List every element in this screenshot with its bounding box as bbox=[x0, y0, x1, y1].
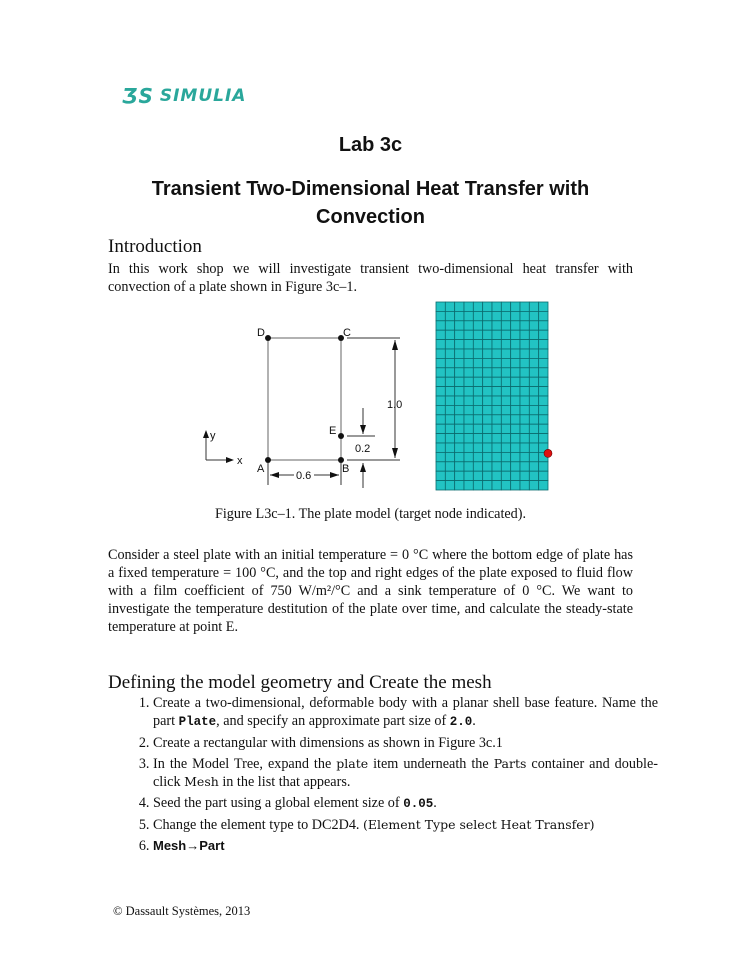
target-node-marker bbox=[544, 449, 552, 457]
mesh-element bbox=[445, 434, 454, 443]
mesh-element bbox=[511, 462, 520, 471]
mesh-element bbox=[455, 311, 464, 320]
mesh-element bbox=[539, 368, 548, 377]
mesh-element bbox=[492, 443, 501, 452]
mesh-element bbox=[445, 330, 454, 339]
mesh-element bbox=[483, 481, 492, 490]
mesh-element bbox=[464, 358, 473, 367]
mesh-element bbox=[464, 330, 473, 339]
mesh-element bbox=[473, 481, 482, 490]
mesh-element bbox=[455, 387, 464, 396]
mesh-element bbox=[511, 415, 520, 424]
mesh-element bbox=[445, 311, 454, 320]
mesh-element bbox=[483, 368, 492, 377]
mesh-element bbox=[455, 340, 464, 349]
mesh-element bbox=[511, 368, 520, 377]
mesh-element bbox=[436, 415, 445, 424]
mesh-element bbox=[464, 302, 473, 311]
mesh-element bbox=[473, 311, 482, 320]
mesh-element bbox=[520, 330, 529, 339]
mesh-element bbox=[492, 434, 501, 443]
mesh-element bbox=[445, 387, 454, 396]
mesh-element bbox=[511, 471, 520, 480]
mesh-element bbox=[539, 349, 548, 358]
mesh-element bbox=[473, 462, 482, 471]
mesh-element bbox=[483, 311, 492, 320]
mesh-element bbox=[501, 462, 510, 471]
mesh-element bbox=[483, 396, 492, 405]
mesh-element bbox=[483, 415, 492, 424]
list-item: 5. Change the element type to DC2D4. (Element Type select Heat Transfer) bbox=[153, 816, 658, 834]
mesh-element bbox=[539, 302, 548, 311]
mesh-element bbox=[464, 311, 473, 320]
mesh-element bbox=[511, 311, 520, 320]
mesh-element bbox=[473, 396, 482, 405]
y-axis-label: y bbox=[210, 430, 216, 442]
mesh-element bbox=[511, 349, 520, 358]
geometry-sketch bbox=[206, 338, 403, 488]
mesh-element bbox=[520, 340, 529, 349]
mesh-element bbox=[436, 358, 445, 367]
mesh-element bbox=[445, 443, 454, 452]
mesh-element bbox=[520, 481, 529, 490]
mesh-element bbox=[436, 396, 445, 405]
mesh-element bbox=[455, 462, 464, 471]
mesh-element bbox=[529, 387, 538, 396]
mesh-element bbox=[464, 452, 473, 461]
mesh-element bbox=[473, 368, 482, 377]
mesh-element bbox=[436, 434, 445, 443]
vertex-points bbox=[265, 335, 344, 463]
list-item: 1. Create a two-dimensional, deformable body with a planar shell base feature. Name the part Plate, and specify an approximate part size of 2.0. bbox=[153, 694, 658, 731]
mesh-element bbox=[436, 424, 445, 433]
mesh-element bbox=[511, 358, 520, 367]
mesh-element bbox=[529, 424, 538, 433]
point-e-label: E bbox=[329, 425, 337, 437]
simulia-logo: ƷS SIMULIA bbox=[122, 84, 247, 108]
mesh-element bbox=[473, 330, 482, 339]
mesh-element bbox=[436, 377, 445, 386]
mesh-element bbox=[455, 471, 464, 480]
mesh-element bbox=[464, 424, 473, 433]
mesh-element bbox=[529, 358, 538, 367]
mesh-element bbox=[473, 424, 482, 433]
mesh-element bbox=[455, 415, 464, 424]
mesh-element bbox=[436, 452, 445, 461]
mesh-element bbox=[464, 443, 473, 452]
mesh-element bbox=[529, 405, 538, 414]
mesh-element bbox=[436, 405, 445, 414]
mesh-element bbox=[539, 377, 548, 386]
mesh-element bbox=[436, 311, 445, 320]
mesh-element bbox=[539, 424, 548, 433]
mesh-element bbox=[483, 443, 492, 452]
mesh-element bbox=[464, 340, 473, 349]
point-d-label: D bbox=[257, 327, 265, 339]
mesh-element bbox=[445, 415, 454, 424]
mesh-element bbox=[539, 358, 548, 367]
mesh-element bbox=[529, 481, 538, 490]
mesh-plot bbox=[436, 302, 552, 490]
mesh-element bbox=[455, 358, 464, 367]
mesh-element bbox=[436, 443, 445, 452]
mesh-element bbox=[501, 358, 510, 367]
mesh-element bbox=[511, 302, 520, 311]
mesh-element bbox=[539, 330, 548, 339]
mesh-element bbox=[501, 321, 510, 330]
mesh-element bbox=[520, 387, 529, 396]
mesh-element bbox=[529, 321, 538, 330]
mesh-element bbox=[483, 377, 492, 386]
mesh-element bbox=[492, 405, 501, 414]
mesh-element bbox=[539, 387, 548, 396]
mesh-element bbox=[539, 434, 548, 443]
mesh-element bbox=[492, 330, 501, 339]
mesh-element bbox=[520, 471, 529, 480]
mesh-element bbox=[483, 330, 492, 339]
mesh-element bbox=[511, 396, 520, 405]
mesh-element bbox=[455, 330, 464, 339]
copyright-footer: © Dassault Systèmes, 2013 bbox=[113, 904, 251, 918]
mesh-element bbox=[520, 311, 529, 320]
mesh-element bbox=[483, 387, 492, 396]
mesh-element bbox=[436, 471, 445, 480]
mesh-element bbox=[511, 443, 520, 452]
mesh-element bbox=[520, 302, 529, 311]
mesh-element bbox=[492, 387, 501, 396]
mesh-element bbox=[483, 340, 492, 349]
mesh-element bbox=[464, 481, 473, 490]
mesh-element bbox=[445, 368, 454, 377]
mesh-element bbox=[539, 321, 548, 330]
mesh-element bbox=[473, 377, 482, 386]
mesh-element bbox=[529, 434, 538, 443]
mesh-element bbox=[501, 415, 510, 424]
mesh-element bbox=[483, 462, 492, 471]
plate-figure bbox=[190, 300, 570, 495]
mesh-element bbox=[464, 368, 473, 377]
mesh-element bbox=[455, 349, 464, 358]
mesh-element bbox=[501, 330, 510, 339]
mesh-element bbox=[511, 452, 520, 461]
mesh-element bbox=[436, 387, 445, 396]
mesh-element bbox=[483, 434, 492, 443]
mesh-element bbox=[539, 481, 548, 490]
mesh-element bbox=[492, 415, 501, 424]
mesh-element bbox=[520, 377, 529, 386]
mesh-element bbox=[492, 424, 501, 433]
mesh-element bbox=[436, 349, 445, 358]
mesh-element bbox=[520, 349, 529, 358]
mesh-element bbox=[483, 349, 492, 358]
mesh-element bbox=[464, 349, 473, 358]
mesh-element bbox=[473, 471, 482, 480]
mesh-element bbox=[539, 340, 548, 349]
mesh-element bbox=[492, 452, 501, 461]
steps-list bbox=[128, 694, 658, 858]
mesh-element bbox=[483, 424, 492, 433]
mesh-element bbox=[455, 377, 464, 386]
mesh-element bbox=[529, 377, 538, 386]
mesh-element bbox=[464, 415, 473, 424]
mesh-element bbox=[501, 396, 510, 405]
mesh-element bbox=[473, 349, 482, 358]
mesh-element bbox=[529, 415, 538, 424]
mesh-element bbox=[483, 452, 492, 461]
mesh-element bbox=[501, 377, 510, 386]
mesh-element bbox=[464, 434, 473, 443]
mesh-element bbox=[501, 481, 510, 490]
mesh-element bbox=[436, 462, 445, 471]
mesh-element bbox=[492, 368, 501, 377]
mesh-element bbox=[483, 358, 492, 367]
list-item: 4. Seed the part using a global element size of 0.05. bbox=[153, 794, 658, 813]
mesh-element bbox=[492, 349, 501, 358]
mesh-element bbox=[445, 349, 454, 358]
mesh-element bbox=[511, 481, 520, 490]
mesh-element bbox=[464, 471, 473, 480]
mesh-element bbox=[492, 358, 501, 367]
mesh-element bbox=[455, 396, 464, 405]
mesh-element bbox=[501, 368, 510, 377]
mesh-element bbox=[455, 443, 464, 452]
mesh-element bbox=[501, 443, 510, 452]
mesh-element bbox=[492, 311, 501, 320]
e-offset-dimension: 0.2 bbox=[355, 443, 371, 455]
mesh-element bbox=[464, 462, 473, 471]
point-c-label: C bbox=[343, 327, 351, 339]
mesh-element bbox=[501, 424, 510, 433]
mesh-element bbox=[455, 321, 464, 330]
mesh-element bbox=[520, 368, 529, 377]
mesh-element bbox=[511, 330, 520, 339]
mesh-element bbox=[520, 405, 529, 414]
mesh-element bbox=[511, 405, 520, 414]
mesh-element bbox=[473, 302, 482, 311]
width-dimension: 0.6 bbox=[296, 470, 312, 482]
mesh-element bbox=[529, 471, 538, 480]
section-heading: Defining the model geometry and Create the mesh bbox=[108, 672, 492, 693]
mesh-element bbox=[511, 424, 520, 433]
figure-caption: Figure L3c–1. The plate model (target node indicated). bbox=[214, 506, 527, 522]
mesh-element bbox=[483, 471, 492, 480]
mesh-element bbox=[436, 340, 445, 349]
mesh-element bbox=[511, 340, 520, 349]
mesh-element bbox=[501, 387, 510, 396]
mesh-element bbox=[445, 377, 454, 386]
mesh-element bbox=[455, 434, 464, 443]
mesh-element bbox=[455, 452, 464, 461]
mesh-element bbox=[529, 311, 538, 320]
mesh-element bbox=[455, 368, 464, 377]
mesh-element bbox=[492, 471, 501, 480]
mesh-element bbox=[492, 340, 501, 349]
mesh-element bbox=[511, 321, 520, 330]
mesh-element bbox=[529, 452, 538, 461]
mesh-element bbox=[539, 471, 548, 480]
mesh-element bbox=[473, 340, 482, 349]
mesh-element bbox=[445, 424, 454, 433]
mesh-element bbox=[445, 452, 454, 461]
mesh-element bbox=[520, 415, 529, 424]
mesh-element bbox=[501, 434, 510, 443]
mesh-element bbox=[473, 452, 482, 461]
mesh-element bbox=[445, 302, 454, 311]
mesh-element bbox=[492, 321, 501, 330]
height-dimension: 1.0 bbox=[387, 399, 403, 411]
mesh-element bbox=[539, 311, 548, 320]
mesh-element bbox=[529, 462, 538, 471]
mesh-element bbox=[455, 424, 464, 433]
mesh-element bbox=[520, 396, 529, 405]
mesh-element bbox=[445, 405, 454, 414]
mesh-element bbox=[539, 415, 548, 424]
mesh-element bbox=[529, 443, 538, 452]
list-item: 2. Create a rectangular with dimensions as shown in Figure 3c.1 bbox=[153, 734, 658, 752]
mesh-element bbox=[445, 396, 454, 405]
mesh-element bbox=[455, 405, 464, 414]
3ds-logo-icon: ƷS bbox=[122, 84, 154, 108]
intro-text: In this work shop we will investigate transient two-dimensional heat transfer with convection of a plate shown in Figure 3c–1. bbox=[108, 261, 633, 295]
mesh-element bbox=[492, 396, 501, 405]
mesh-element bbox=[473, 321, 482, 330]
mesh-element bbox=[501, 405, 510, 414]
mesh-element bbox=[511, 387, 520, 396]
mesh-element bbox=[464, 321, 473, 330]
mesh-element bbox=[501, 340, 510, 349]
mesh-element bbox=[483, 321, 492, 330]
mesh-element bbox=[529, 368, 538, 377]
mesh-element bbox=[492, 302, 501, 311]
point-a-label: A bbox=[257, 463, 265, 475]
mesh-element bbox=[464, 377, 473, 386]
mesh-element bbox=[464, 387, 473, 396]
mesh-element bbox=[539, 405, 548, 414]
mesh-element bbox=[520, 434, 529, 443]
mesh-element bbox=[529, 302, 538, 311]
mesh-element bbox=[445, 471, 454, 480]
mesh-element bbox=[501, 452, 510, 461]
mesh-element bbox=[473, 443, 482, 452]
mesh-element bbox=[520, 321, 529, 330]
x-axis-label: x bbox=[237, 455, 243, 467]
problem-paragraph: Consider a steel plate with an initial temperature = 0 °C where the bottom edge of plate has a fixed temperature = 100 °C, and the top and right edges of the plate exposed to fluid flow with a film coefficient of 750 W/m²/°C and a sink temperature of 0 °C. We want to investigate the temperature destitution of the plate over time, and calculate the steady-state temperature at point E. bbox=[108, 547, 633, 635]
mesh-element bbox=[436, 302, 445, 311]
mesh-element bbox=[501, 471, 510, 480]
mesh-element bbox=[473, 415, 482, 424]
mesh-element bbox=[501, 302, 510, 311]
point-b-label: B bbox=[342, 463, 350, 475]
mesh-element bbox=[520, 358, 529, 367]
list-item: 6. Mesh→Part bbox=[153, 837, 658, 855]
dimension-arrows bbox=[203, 340, 398, 478]
mesh-element bbox=[492, 462, 501, 471]
mesh-element bbox=[520, 462, 529, 471]
mesh-element bbox=[520, 452, 529, 461]
mesh-element bbox=[529, 396, 538, 405]
mesh-element bbox=[520, 424, 529, 433]
mesh-element bbox=[529, 349, 538, 358]
mesh-element bbox=[473, 434, 482, 443]
mesh-element bbox=[464, 405, 473, 414]
mesh-element bbox=[511, 434, 520, 443]
mesh-element bbox=[473, 358, 482, 367]
mesh-element bbox=[483, 302, 492, 311]
mesh-element bbox=[436, 330, 445, 339]
mesh-element bbox=[464, 396, 473, 405]
mesh-element bbox=[445, 321, 454, 330]
mesh-element bbox=[473, 405, 482, 414]
mesh-element bbox=[455, 481, 464, 490]
mesh-element bbox=[445, 462, 454, 471]
mesh-element bbox=[436, 321, 445, 330]
list-item: 3. In the Model Tree, expand the plate item underneath the Parts container and double-click Mesh in the list that appears. bbox=[153, 755, 658, 791]
mesh-element bbox=[520, 443, 529, 452]
mesh-element bbox=[529, 340, 538, 349]
mesh-element bbox=[492, 481, 501, 490]
mesh-element bbox=[473, 387, 482, 396]
mesh-element bbox=[445, 358, 454, 367]
mesh-element bbox=[501, 311, 510, 320]
mesh-element bbox=[445, 340, 454, 349]
document-title: Transient Two-Dimensional Heat Transfer with Convection bbox=[151, 178, 590, 228]
mesh-element bbox=[539, 396, 548, 405]
mesh-element bbox=[501, 349, 510, 358]
mesh-element bbox=[445, 481, 454, 490]
mesh-element bbox=[483, 405, 492, 414]
mesh-element bbox=[436, 481, 445, 490]
mesh-element bbox=[539, 462, 548, 471]
mesh-element bbox=[455, 302, 464, 311]
lab-title: Lab 3c bbox=[338, 134, 403, 156]
mesh-element bbox=[511, 377, 520, 386]
intro-heading: Introduction bbox=[108, 236, 202, 257]
mesh-element bbox=[436, 368, 445, 377]
mesh-element bbox=[529, 330, 538, 339]
mesh-element bbox=[492, 377, 501, 386]
